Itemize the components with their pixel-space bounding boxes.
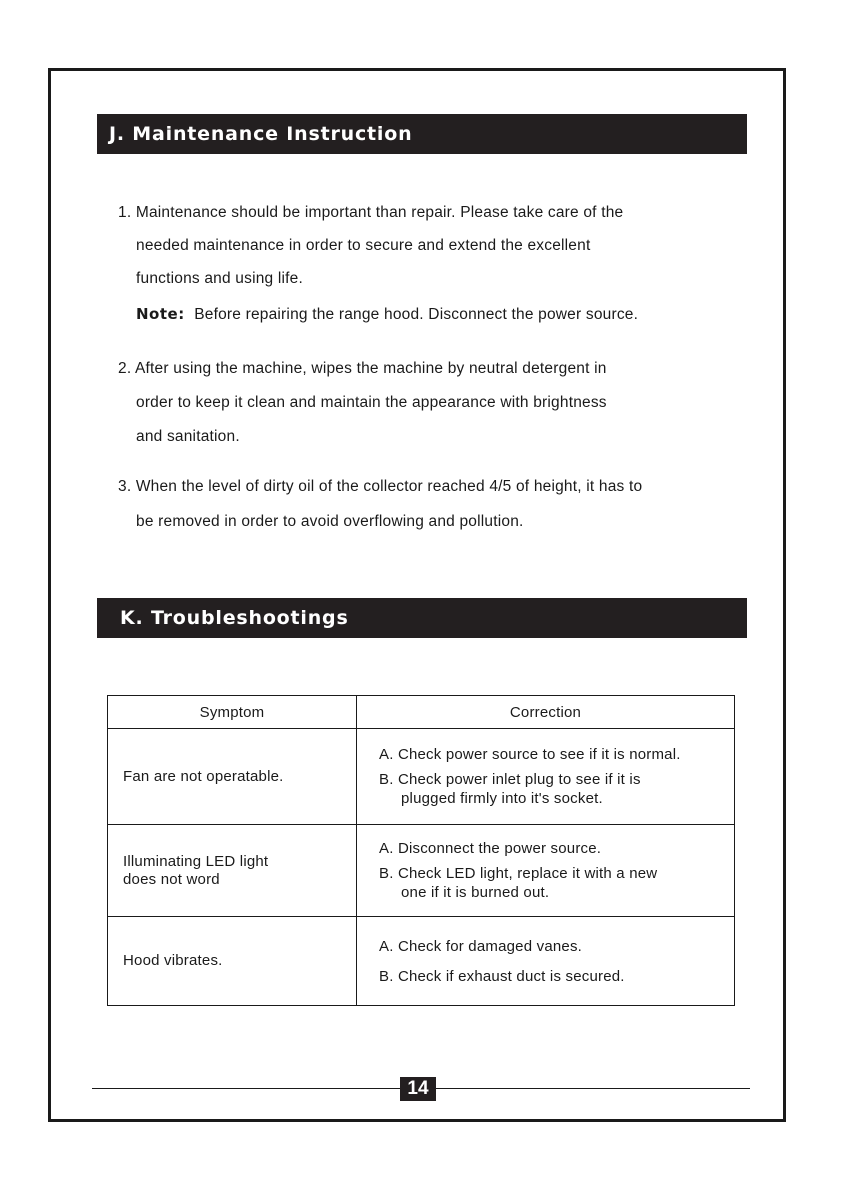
item-3-line-2: be removed in order to avoid overflowing and pollution. xyxy=(136,513,524,530)
symptom-cell xyxy=(108,729,357,825)
note-label: Note: xyxy=(136,305,185,323)
correction-line: A. Check power source to see if it is normal. xyxy=(379,746,681,763)
item-1-line-2: needed maintenance in order to secure and extend the excellent xyxy=(136,237,591,254)
symptom-cell xyxy=(108,917,357,1006)
symptom-line: does not word xyxy=(123,870,220,888)
correction-line: B. Check LED light, replace it with a new xyxy=(379,865,658,882)
item-2-line-1: 2. After using the machine, wipes the machine by neutral detergent in xyxy=(118,360,607,377)
symptom-header: Symptom xyxy=(108,696,357,729)
correction-cell xyxy=(357,729,735,825)
note xyxy=(136,305,638,324)
correction-cell xyxy=(357,917,735,1006)
correction-line: one if it is burned out. xyxy=(401,884,550,901)
section-j-heading: J. Maintenance Instruction xyxy=(97,114,747,154)
symptom-line: Illuminating LED light xyxy=(123,852,269,870)
item-1-line-1: 1. Maintenance should be important than repair. Please take care of the xyxy=(118,204,624,221)
symptom-line: Hood vibrates. xyxy=(123,952,223,969)
item-2-line-3: and sanitation. xyxy=(136,428,240,445)
table-header-row xyxy=(108,696,735,729)
symptom-cell xyxy=(108,825,357,917)
troubleshooting-table xyxy=(107,695,735,1006)
item-1-line-3: functions and using life. xyxy=(136,270,303,287)
page-number: 14 xyxy=(400,1077,436,1101)
correction-line: A. Disconnect the power source. xyxy=(379,840,602,857)
note-text: Before repairing the range hood. Disconnect the power source. xyxy=(194,306,639,323)
correction-line: B. Check power inlet plug to see if it is xyxy=(379,771,641,788)
table-row xyxy=(108,917,735,1006)
table-row xyxy=(108,729,735,825)
correction-cell xyxy=(357,825,735,917)
correction-line: plugged firmly into it's socket. xyxy=(401,790,603,807)
symptom-line: Fan are not operatable. xyxy=(123,767,284,785)
item-3-line-1: 3. When the level of dirty oil of the collector reached 4/5 of height, it has to xyxy=(118,478,643,495)
item-2-line-2: order to keep it clean and maintain the appearance with brightness xyxy=(136,394,607,411)
correction-header: Correction xyxy=(357,696,735,729)
correction-line: B. Check if exhaust duct is secured. xyxy=(379,967,625,985)
section-k-heading: K. Troubleshootings xyxy=(97,598,747,638)
table-row xyxy=(108,825,735,917)
correction-line: A. Check for damaged vanes. xyxy=(379,937,583,955)
